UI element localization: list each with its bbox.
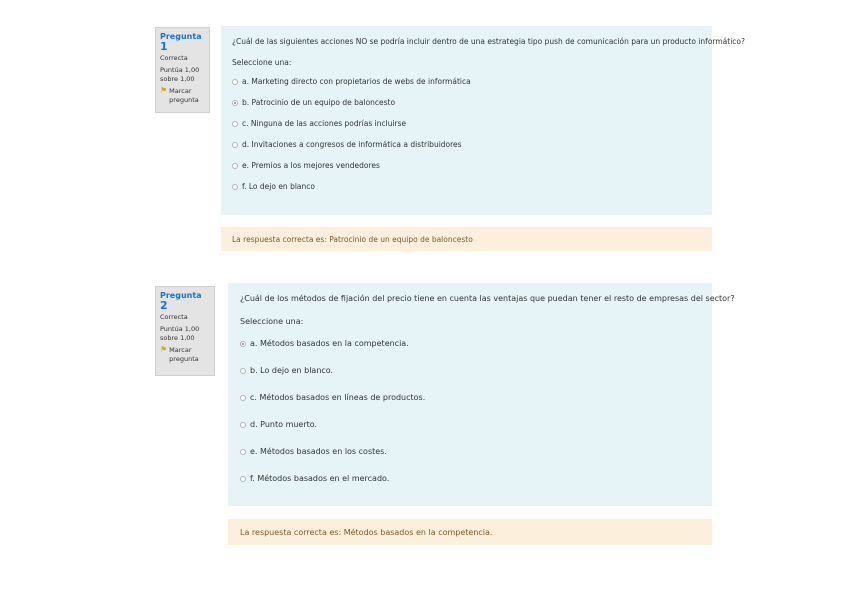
correct-answer-text: La respuesta correcta es: Patrocinio de un equipo de baloncesto bbox=[232, 234, 473, 244]
correct-answer-text: La respuesta correcta es: Métodos basados en la competencia. bbox=[240, 527, 493, 537]
flag-question-button[interactable] bbox=[160, 346, 210, 364]
answer-option-d[interactable] bbox=[232, 134, 701, 155]
question-grade: Puntúa 1,00 sobre 1,00 bbox=[160, 66, 200, 83]
question-2-info bbox=[155, 286, 215, 376]
flag-question-label: Marcar pregunta bbox=[169, 346, 199, 363]
flag-icon: ⚑ bbox=[160, 345, 168, 354]
answer-option-d[interactable] bbox=[240, 411, 700, 438]
answer-option-label: e. Métodos basados en los costes. bbox=[250, 447, 387, 456]
answer-option-b[interactable] bbox=[232, 92, 701, 113]
answer-option-label: c. Métodos basados en líneas de productos. bbox=[250, 393, 426, 402]
question-2-formulation bbox=[228, 283, 735, 506]
answer-option-f[interactable] bbox=[232, 176, 701, 197]
question-state: Correcta bbox=[160, 54, 188, 62]
flag-question-button[interactable] bbox=[160, 87, 205, 105]
answer-option-label: a. Métodos basados en la competencia. bbox=[250, 339, 409, 348]
flag-question-label: Marcar pregunta bbox=[169, 87, 199, 104]
answer-option-f[interactable] bbox=[240, 465, 700, 492]
answer-option-label: f. Métodos basados en el mercado. bbox=[250, 474, 390, 483]
answer-option-label: e. Premios a los mejores vendedores bbox=[242, 161, 380, 170]
answer-option-label: b. Patrocinio de un equipo de baloncesto bbox=[242, 98, 396, 107]
answer-prompt: Seleccione una: bbox=[240, 317, 304, 326]
answer-option-e[interactable] bbox=[240, 438, 700, 465]
answer-option-label: f. Lo dejo en blanco bbox=[242, 182, 315, 191]
question-1-info bbox=[155, 27, 210, 113]
radio-button[interactable] bbox=[240, 395, 246, 401]
radio-button[interactable] bbox=[232, 142, 238, 148]
radio-button[interactable] bbox=[240, 449, 246, 455]
answer-option-a[interactable] bbox=[240, 330, 700, 357]
radio-button-selected[interactable] bbox=[232, 100, 238, 106]
answer-options bbox=[240, 330, 700, 492]
question-1-heading bbox=[160, 32, 205, 53]
question-text: ¿Cuál de las siguientes acciones NO se podría incluir dentro de una estrategia tipo push de comunicación para un producto informático? bbox=[232, 37, 745, 46]
radio-button[interactable] bbox=[240, 476, 246, 482]
radio-button[interactable] bbox=[232, 121, 238, 127]
flag-icon: ⚑ bbox=[160, 86, 168, 95]
question-number: 1 bbox=[160, 40, 168, 53]
answer-option-label: c. Ninguna de las acciones podrías incluirse bbox=[242, 119, 407, 128]
question-state: Correcta bbox=[160, 313, 188, 321]
answer-option-label: d. Invitaciones a congresos de informática a distribuidores bbox=[242, 140, 462, 149]
answer-option-a[interactable] bbox=[232, 71, 701, 92]
radio-button[interactable] bbox=[240, 368, 246, 374]
question-1-formulation bbox=[221, 26, 745, 215]
question-1-feedback bbox=[221, 227, 712, 251]
radio-button[interactable] bbox=[232, 163, 238, 169]
radio-button[interactable] bbox=[232, 184, 238, 190]
answer-option-label: d. Punto muerto. bbox=[250, 420, 318, 429]
question-2-heading bbox=[160, 291, 210, 312]
answer-option-e[interactable] bbox=[232, 155, 701, 176]
question-label: Pregunta bbox=[160, 32, 202, 41]
question-grade: Puntúa 1,00 sobre 1,00 bbox=[160, 325, 200, 342]
answer-option-c[interactable] bbox=[240, 384, 700, 411]
question-number: 2 bbox=[160, 299, 168, 312]
radio-button[interactable] bbox=[232, 79, 238, 85]
answer-option-label: a. Marketing directo con propietarios de webs de informática bbox=[242, 77, 471, 86]
question-text: ¿Cuál de los métodos de fijación del precio tiene en cuenta las ventajas que puedan tener el resto de empresas del sector? bbox=[240, 294, 735, 303]
radio-button-selected[interactable] bbox=[240, 341, 246, 347]
answer-option-label: b. Lo dejo en blanco. bbox=[250, 366, 334, 375]
answer-option-c[interactable] bbox=[232, 113, 701, 134]
question-label: Pregunta bbox=[160, 291, 202, 300]
answer-options bbox=[232, 71, 701, 197]
answer-option-b[interactable] bbox=[240, 357, 700, 384]
radio-button[interactable] bbox=[240, 422, 246, 428]
question-2-feedback bbox=[228, 519, 712, 545]
answer-prompt: Seleccione una: bbox=[232, 58, 292, 67]
